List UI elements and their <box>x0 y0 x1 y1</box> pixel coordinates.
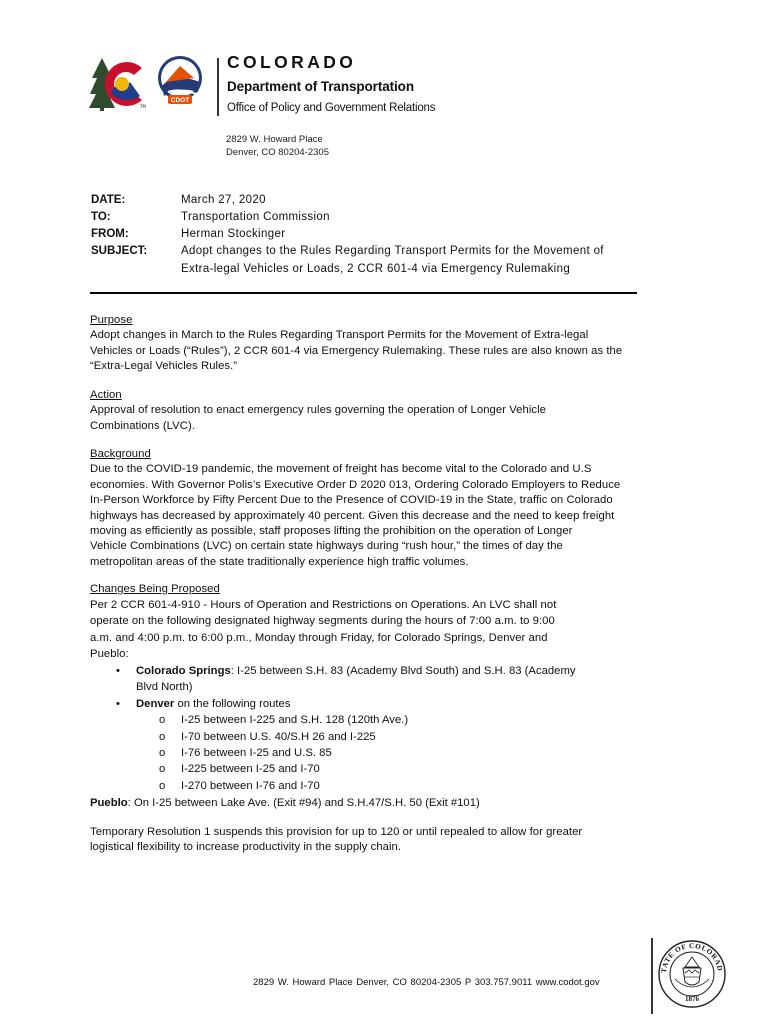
background-line: economies. With Governor Polis’s Executive Order D 2020 013, Ordering Colorado Employers to Reduce <box>90 478 621 491</box>
subject-value-line-2: Extra-legal Vehicles or Loads, 2 CCR 601-4 via Emergency Rulemaking <box>181 263 571 275</box>
svg-text:STATE OF COLORADO: TATE OF COLORAD <box>659 941 724 974</box>
office-name: Office of Policy and Government Relations <box>227 102 436 114</box>
footer-divider <box>651 938 653 1014</box>
department-name: Department of Transportation <box>227 79 414 94</box>
to-value: Transportation Commission <box>181 211 330 223</box>
changes-heading: Changes Being Proposed <box>90 583 220 595</box>
subject-label: SUBJECT: <box>91 245 148 257</box>
resolution-line: logistical flexibility to increase productivity in the supply chain. <box>90 841 402 854</box>
action-line: Combinations (LVC). <box>90 419 195 432</box>
background-line: Vehicle Combinations (LVC) on certain state highways during “rush hour,” the times of day the <box>90 540 563 553</box>
changes-intro-line: Per 2 CCR 601-4-910 - Hours of Operation and Restrictions on Operations. An LVC shall not <box>90 599 557 611</box>
sub-bullet-icon: o <box>159 747 166 759</box>
action-heading: Action <box>90 389 122 401</box>
purpose-line: Adopt changes in March to the Rules Regarding Transport Permits for the Movement of Extra-legal <box>90 329 589 342</box>
resolution-section <box>90 825 680 856</box>
bullet-icon: • <box>116 665 120 677</box>
date-value: March 27, 2020 <box>181 194 266 206</box>
background-line: metropolitan areas of the state traditionally experience high traffic volumes. <box>90 555 469 568</box>
list-item-colorado-springs <box>136 663 576 679</box>
purpose-heading: Purpose <box>90 314 133 326</box>
purpose-section <box>90 313 680 375</box>
resolution-line: Temporary Resolution 1 suspends this provision for up to 120 or until repealed to allow for greater <box>90 826 583 838</box>
address-line-2: Denver, CO 80204-2305 <box>226 147 329 158</box>
org-name: COLORADO <box>227 52 357 72</box>
purpose-line: “Extra-Legal Vehicles Rules.” <box>90 360 238 373</box>
date-label: DATE: <box>91 194 126 206</box>
from-label: FROM: <box>91 228 129 240</box>
header-divider <box>217 58 219 116</box>
background-line: In-Person Workforce by Fifty Percent Due to the Presence of COVID-19 in the State, traffic on Colorado <box>90 494 613 507</box>
state-seal-icon <box>657 935 727 1013</box>
state-seal <box>657 935 727 1013</box>
background-line: Due to the COVID-19 pandemic, the movement of freight has become vital to the Colorado and U.S <box>90 463 592 476</box>
background-line: highways has decreased by approximately 40 percent. Given this decrease and the need to keep freight <box>90 509 615 522</box>
colorado-springs-text-line-2: Blvd North) <box>136 681 193 693</box>
background-line: moving as efficiently as possible, staff proposes lifting the prohibition on the operation of Longer <box>90 525 573 538</box>
to-label: TO: <box>91 211 111 223</box>
list-item-denver <box>136 696 291 712</box>
svg-text:TM: TM <box>140 104 146 109</box>
denver-text: on the following routes <box>174 698 291 710</box>
pueblo-text: : On I-25 between Lake Ave. (Exit #94) and S.H.47/S.H. 50 (Exit #101) <box>127 797 480 809</box>
changes-intro-line: a.m. and 4:00 p.m. to 6:00 p.m., Monday through Friday, for Colorado Springs, Denver and <box>90 631 548 644</box>
sub-bullet-icon: o <box>159 780 166 792</box>
bullet-icon: • <box>116 698 120 710</box>
action-line: Approval of resolution to enact emergency rules governing the operation of Longer Vehicle <box>90 404 546 417</box>
cdot-logo <box>88 52 218 112</box>
sub-bullet-icon: o <box>159 731 166 743</box>
changes-section <box>90 582 680 662</box>
pueblo-label: Pueblo <box>90 797 128 809</box>
sub-bullet-icon: o <box>159 763 166 775</box>
svg-text:CDOT: CDOT <box>170 97 190 104</box>
denver-route-item: I-76 between I-25 and U.S. 85 <box>181 747 332 759</box>
sub-bullet-icon: o <box>159 714 166 726</box>
denver-route-item: I-270 between I-76 and I-70 <box>181 780 320 792</box>
background-heading: Background <box>90 448 151 460</box>
pueblo-item <box>90 795 480 811</box>
denver-route-item: I-70 between U.S. 40/S.H 26 and I-225 <box>181 731 376 743</box>
svg-text:1876: 1876 <box>685 995 699 1003</box>
denver-route-item: I-25 between I-225 and S.H. 128 (120th Ave.) <box>181 714 409 726</box>
changes-intro-line: Pueblo: <box>90 647 129 660</box>
purpose-line: Vehicles or Loads (“Rules”), 2 CCR 601-4 via Emergency Rulemaking. These rules are also known as the <box>90 344 623 357</box>
colorado-springs-text: : I-25 between S.H. 83 (Academy Blvd South) and S.H. 83 (Academy <box>230 665 576 677</box>
subject-value-line-1: Adopt changes to the Rules Regarding Transport Permits for the Movement of <box>181 245 604 257</box>
memo-divider <box>90 292 637 294</box>
address-line-1: 2829 W. Howard Place <box>226 134 323 145</box>
denver-route-item: I-225 between I-25 and I-70 <box>181 763 320 775</box>
colorado-c-logo-icon <box>88 52 218 114</box>
action-section <box>90 388 680 434</box>
colorado-springs-label: Colorado Springs <box>136 665 231 677</box>
changes-intro-line: operate on the following designated highway segments during the hours of 7:00 a.m. to 9:00 <box>90 615 555 628</box>
from-value: Herman Stockinger <box>181 228 286 240</box>
background-section <box>90 447 680 570</box>
denver-label: Denver <box>136 698 175 710</box>
footer-address: 2829 W. Howard Place Denver, CO 80204-2305 P 303.757.9011 www.codot.gov <box>253 977 600 988</box>
